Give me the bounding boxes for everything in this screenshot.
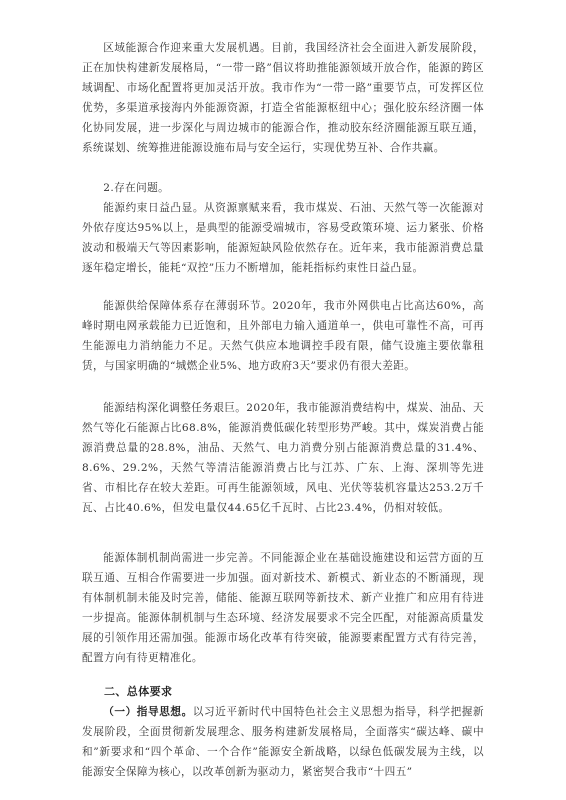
paragraph-guiding-ideology (82, 702, 484, 782)
guiding-ideology-lead: （一）指导思想。 (103, 706, 193, 718)
section-heading-general-requirements: 二、总体要求 (104, 685, 173, 698)
paragraph-supply-security: 能源供给保障体系存在薄弱环节。2020年，我市外网供电占比高达60%，高峰时期电网承载能力已近饱和，且外部电力输入通道单一，供电可靠性不高，可再生能源电力消纳能力不足。天然气供应本地调控手段有限，储气设施主要依靠租赁，与国家明确的“城燃企业5%、地方政府3天”要求仍有很大差距。 (82, 300, 484, 372)
paragraph-energy-constraints: 能源约束日益凸显。从资源禀赋来看，我市煤炭、石油、天然气等一次能源对外依存度达95%以上，是典型的能源受端城市，容易受政策环境、运力紧张、价格波动和极端天气等因素影响，能源短缺风险依然存在。近年来，我市能源消费总量逐年稳定增长，能耗“双控”压力不断增加，能耗指标约束性日益凸显。 (82, 202, 484, 274)
paragraph-regional-cooperation: 区域能源合作迎来重大发展机遇。目前，我国经济社会全面进入新发展阶段，正在加快构建新发展格局，“一带一路”倡议将助推能源领域开放合作，能源的跨区域调配、市场化配置将更加灵活开放。我市作为“一带一路”重要节点，可发挥区位优势，多渠道承接海内外能源资源，打造全省能源枢纽中心；强化胶东经济圈一体化协同发展，进一步深化与周边城市的能源合作，推动胶东经济圈能源互联互通，系统谋划、统筹推进能源设施布局与安全运行，实现优势互补、合作共赢。 (82, 42, 484, 154)
paragraph-institutional-mechanism: 能源体制机制尚需进一步完善。不同能源企业在基础设施建设和运营方面的互联互通、互相合作需要进一步加强。面对新技术、新模式、新业态的不断涌现，现有体制机制未能及时完善，储能、能源互联网等新技术、新产业推广和应用有待进一步提高。能源体制机制与生态环境、经济发展要求不完全匹配，对能源高质量发展的引领作用还需加强。能源市场化改革有待突破，能源要素配置方式有待完善，配置方向有待更精准化。 (82, 552, 484, 664)
guiding-ideology-body: 以习近平新时代中国特色社会主义思想为指导，科学把握新发展阶段，全面贯彻新发展理念、服务构建新发展格局，全面落实“碳达峰、碳中和”新要求和“四个革命、一个合作”能源安全新战略，以绿色低碳发展为主线，以能源安全保障为核心，以改革创新为驱动力，紧密契合我市“十四五” (82, 706, 484, 778)
subheading-existing-problems: 2.存在问题。 (103, 182, 170, 194)
paragraph-structure-adjustment: 能源结构深化调整任务艰巨。2020年，我市能源消费结构中，煤炭、油品、天然气等化石能源占比68.8%，能源消费低碳化转型形势严峻。其中，煤炭消费占能源消费总量的28.8%，油品、天然气、电力消费分别占能源消费总量的31.4%、8.6%、29.2%，天然气等清洁能源消费占比与江苏、广东、上海、深圳等先进省、市相比存在较大差距。可再生能源领域，风电、光伏等装机容量达253.2万千瓦、占比40.6%，但发电量仅44.65亿千瓦时、占比23.4%，仍相对较低。 (82, 402, 484, 514)
